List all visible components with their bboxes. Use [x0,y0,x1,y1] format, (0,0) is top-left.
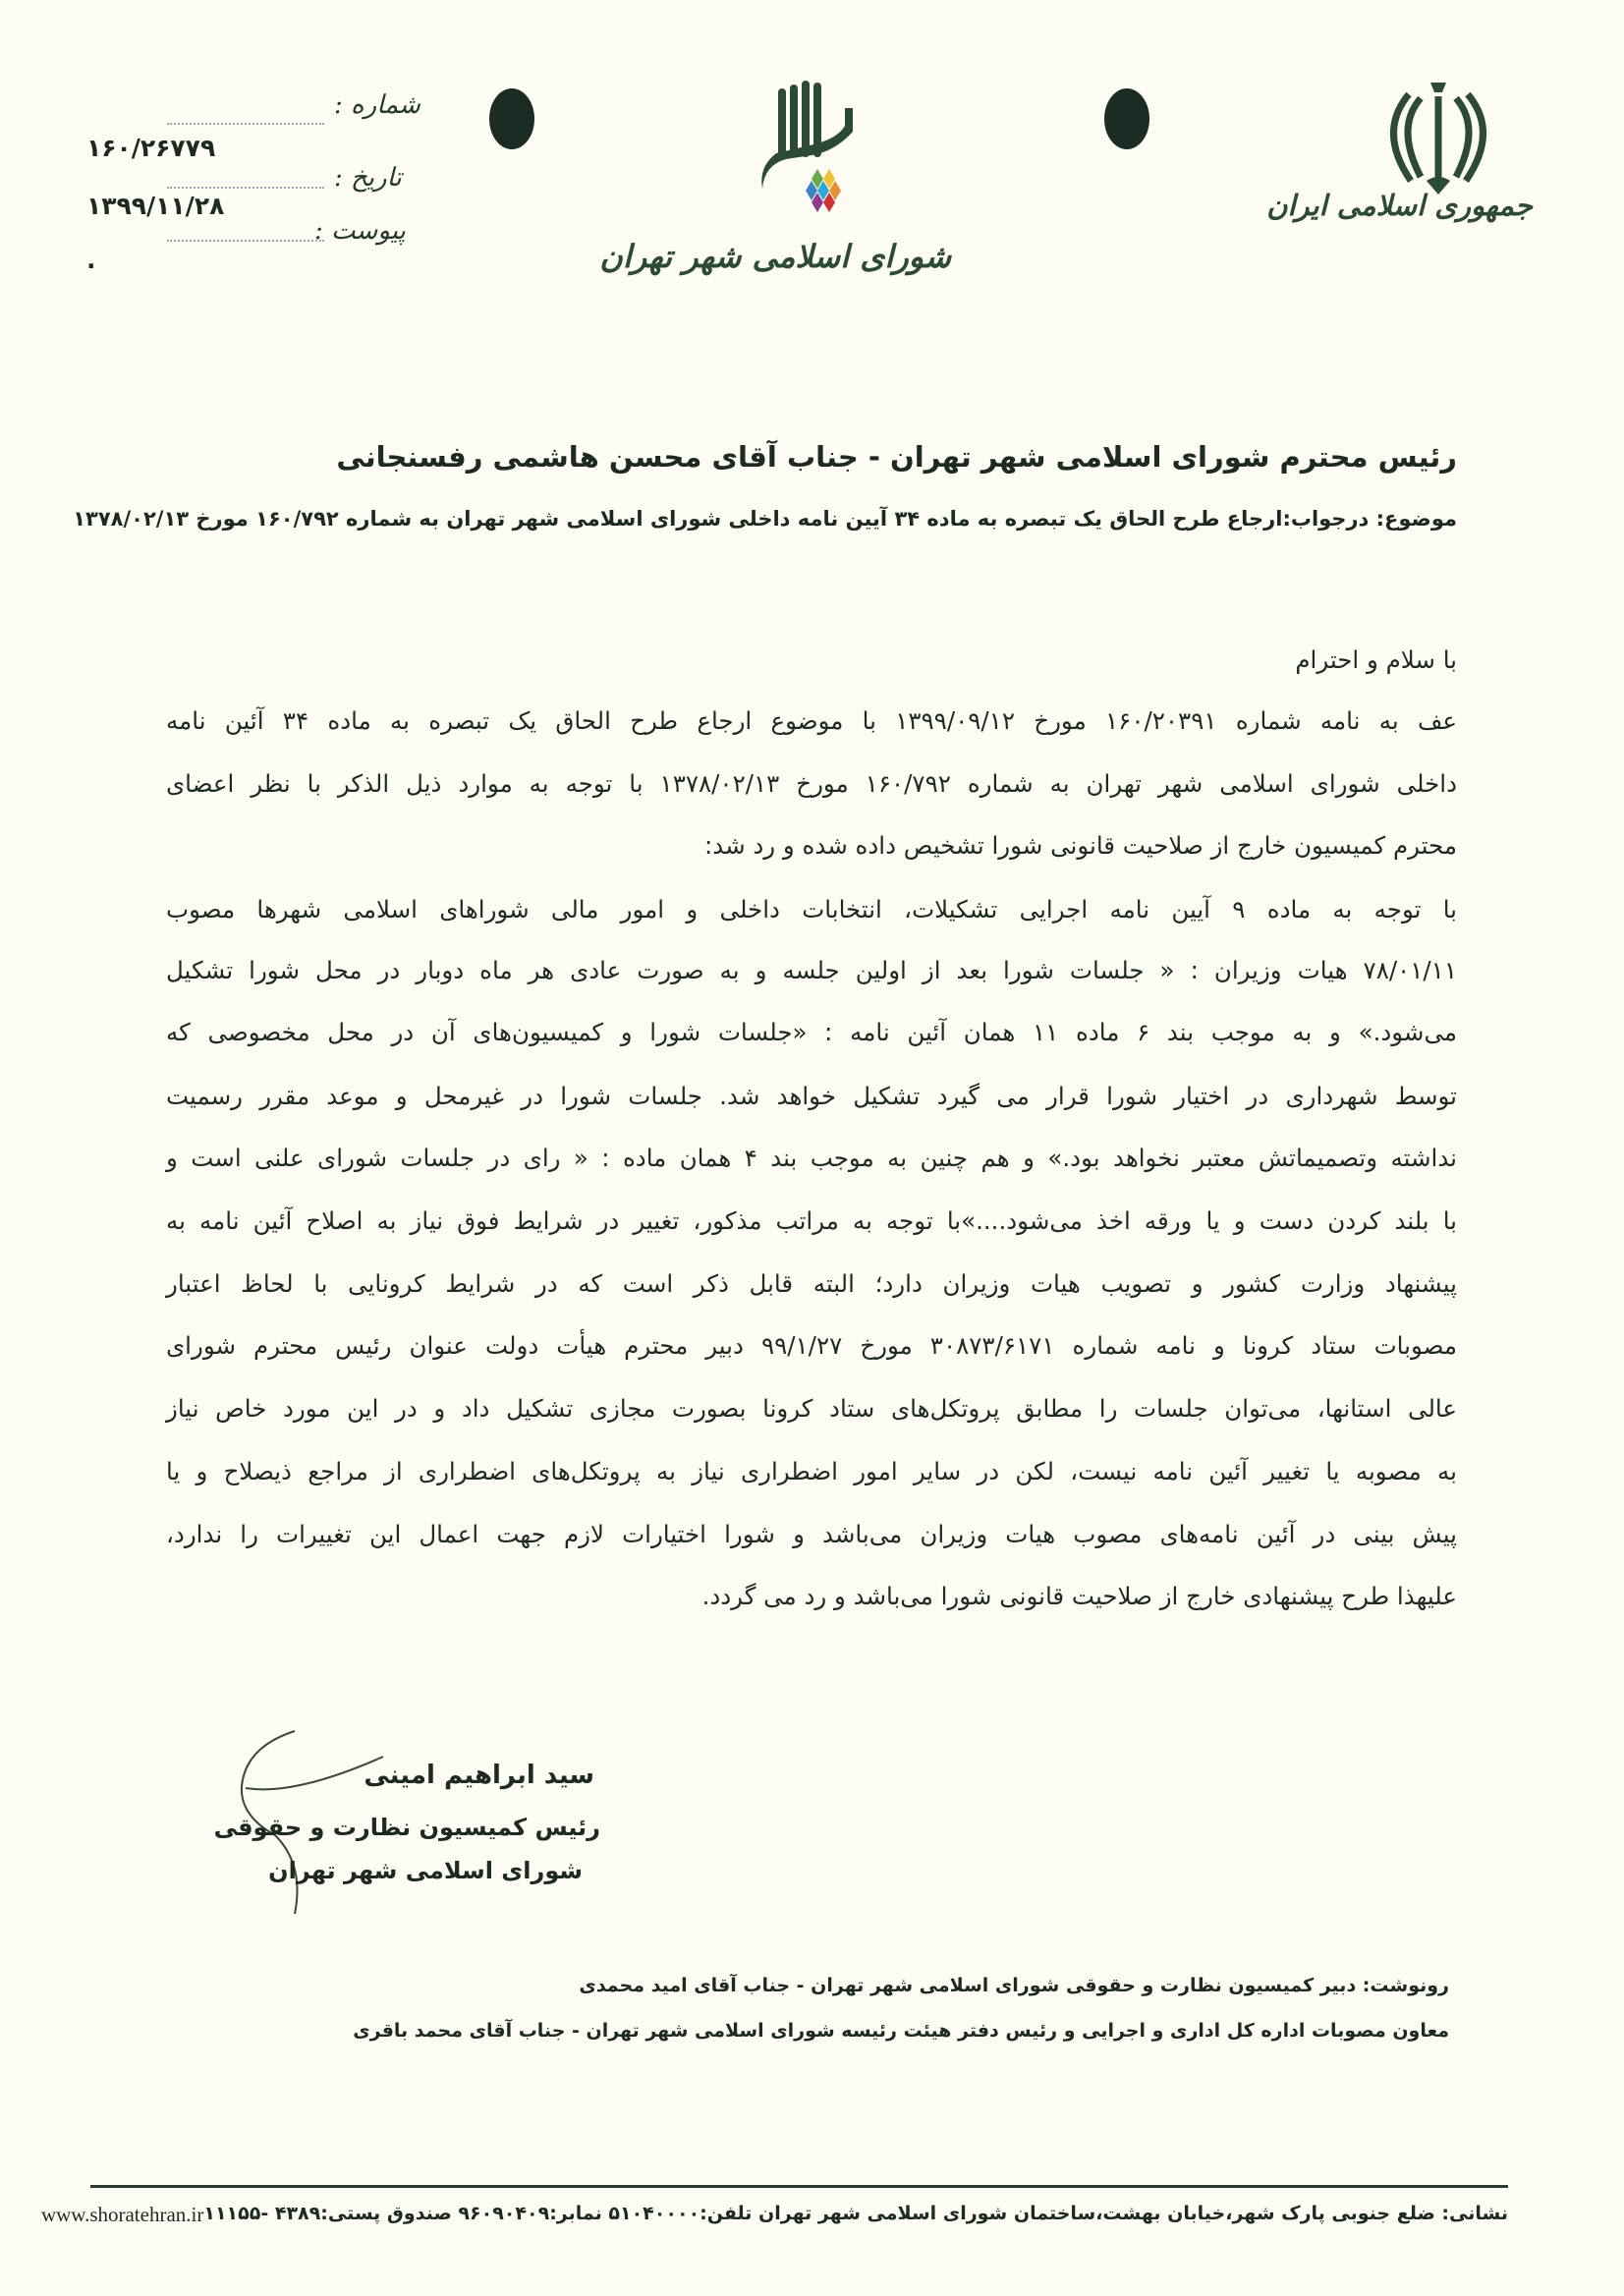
subject-line: موضوع: درجواب:ارجاع طرح الحاق یک تبصره به ماده ۳۴ آیین نامه داخلی شورای اسلامی شهر تهران به شماره ۱۶۰/۷۹۲ مورخ ۱۳۷۸/۰۲/۱۳ [73,507,1457,531]
iran-emblem-icon [1381,79,1495,196]
body-line: علیهذا طرح پیشنهادی خارج از صلاحیت قانونی شورا می‌باشد و رد می گردد. [701,1582,1457,1610]
body-line: به مصوبه یا تغییر آئین نامه نیست، لکن در سایر امور اضطراری نیاز به پروتکل‌های اضطراری از مراجع ذیصلاح و یا [166,1457,1457,1485]
footer-divider [90,2185,1508,2188]
footer-website-link[interactable]: www.shoratehran.ir [40,2203,204,2226]
emblem-text: جمهوری اسلامی ایران [1266,189,1533,222]
attachment-dotted-line [167,240,324,242]
cc-line: رونوشت: دبیر کمیسیون نظارت و حقوقی شورای اسلامی شهر تهران - جناب آقای امید محمدی [579,1975,1449,1996]
body-greeting: با سلام و احترام [1295,645,1457,674]
council-logo-icon [747,81,884,238]
signer-position: رئیس کمیسیون نظارت و حقوقی [213,1814,600,1841]
body-line: پیشنهاد وزارت کشور و تصویب هیات وزیران دارد؛ البته قابل ذکر است که در شرایط کرونایی با لحاظ اعتبار [166,1269,1457,1298]
attachment-value: . [86,246,96,274]
recipient-line: رئیس محترم شورای اسلامی شهر تهران - جناب آقای محسن هاشمی رفسنجانی [336,440,1457,474]
footer-address: نشانی: ضلع جنوبی پارک شهر،خیابان بهشت،ساختمان شورای اسلامی شهر تهران تلفن:۵۱۰۴۰۰۰۰ نمابر:۹۶۰۹۰۴۰۹ صندوق پستی:۴۳۸۹ -۱۱۱۵۵ [203,2203,1508,2224]
signer-organization: شورای اسلامی شهر تهران [268,1857,583,1884]
body-line: داخلی شورای اسلامی شهر تهران به شماره ۱۶۰/۷۹۲ مورخ ۱۳۷۸/۰۲/۱۳ با توجه به موارد ذیل الذکر با نظر اعضای [166,769,1457,798]
body-line: مصوبات ستاد کرونا و نامه شماره ۳۰۸۷۳/۶۱۷۱ مورخ ۹۹/۱/۲۷ دبیر محترم هیأت دولت عنوان رئیس محترم شورای [166,1331,1457,1360]
body-line: عالی استانها، می‌توان جلسات را مطابق پروتکل‌های ستاد کرونا بصورت مجازی تشکیل داد و در این مورد خاص نیاز [166,1394,1457,1423]
body-line: با بلند کردن دست و یا ورقه اخذ می‌شود....»با توجه به مراتب مذکور، تغییر در شرایط فوق نیاز به اصلاح آئین نامه به [166,1206,1457,1235]
body-line: ۷۸/۰۱/۱۱ هیات وزیران : « جلسات شورا بعد از اولین جلسه و به صورت عادی هر ماه دوبار در محل شورا تشکیل [166,956,1457,984]
body-line: نداشته وتصمیماتش معتبر نخواهد بود.» و هم چنین به موجب بند ۴ همان ماده : « رای در جلسات شورای علنی است و [166,1144,1458,1172]
body-line: با توجه به ماده ۹ آیین نامه اجرایی تشکیلات، انتخابات داخلی و امور مالی شوراهای اسلامی شهرها مصوب [166,895,1457,924]
number-dotted-line [167,123,324,125]
body-line: می‌شود.» و به موجب بند ۶ ماده ۱۱ همان آئین نامه : «جلسات شورا و کمیسیون‌های آن در محل مخصوصی که [166,1018,1457,1046]
date-label: تاریخ : [334,163,402,193]
number-label: شماره : [334,90,420,120]
body-line: توسط شهرداری در اختیار شورا قرار می گیرد تشکیل خواهد شد. جلسات شورا در غیرمحل و موعد مقرر رسمیت [166,1082,1457,1110]
cc-line: معاون مصوبات اداره کل اداری و اجرایی و رئیس دفتر هیئت رئیسه شورای اسلامی شهر تهران - جناب آقای محمد باقری [353,2020,1449,2042]
punch-hole-mark [1104,88,1149,149]
signer-name: سید ابراهیم امینی [364,1761,594,1790]
council-logo-text: شورای اسلامی شهر تهران [599,238,951,275]
letter-number: ۱۶۰/۲۶۷۷۹ [86,134,216,162]
letter-date: ۱۳۹۹/۱۱/۲۸ [86,192,225,220]
punch-hole-mark [489,88,534,149]
attachment-label: پیوست : [314,216,406,246]
body-line: محترم کمیسیون خارج از صلاحیت قانونی شورا تشخیص داده شده و رد شد: [703,831,1457,860]
footer [40,2203,1508,2227]
body-line: پیش بینی در آئین نامه‌های مصوب هیات وزیران می‌باشد و شورا اختیارات لازم جهت اعمال این تغییرات را ندارد، [166,1520,1457,1548]
date-dotted-line [167,187,324,189]
body-line: عف به نامه شماره ۱۶۰/۲۰۳۹۱ مورخ ۱۳۹۹/۰۹/۱۲ با موضوع ارجاع طرح الحاق یک تبصره به ماده ۳۴ آئین نامه [166,706,1457,735]
